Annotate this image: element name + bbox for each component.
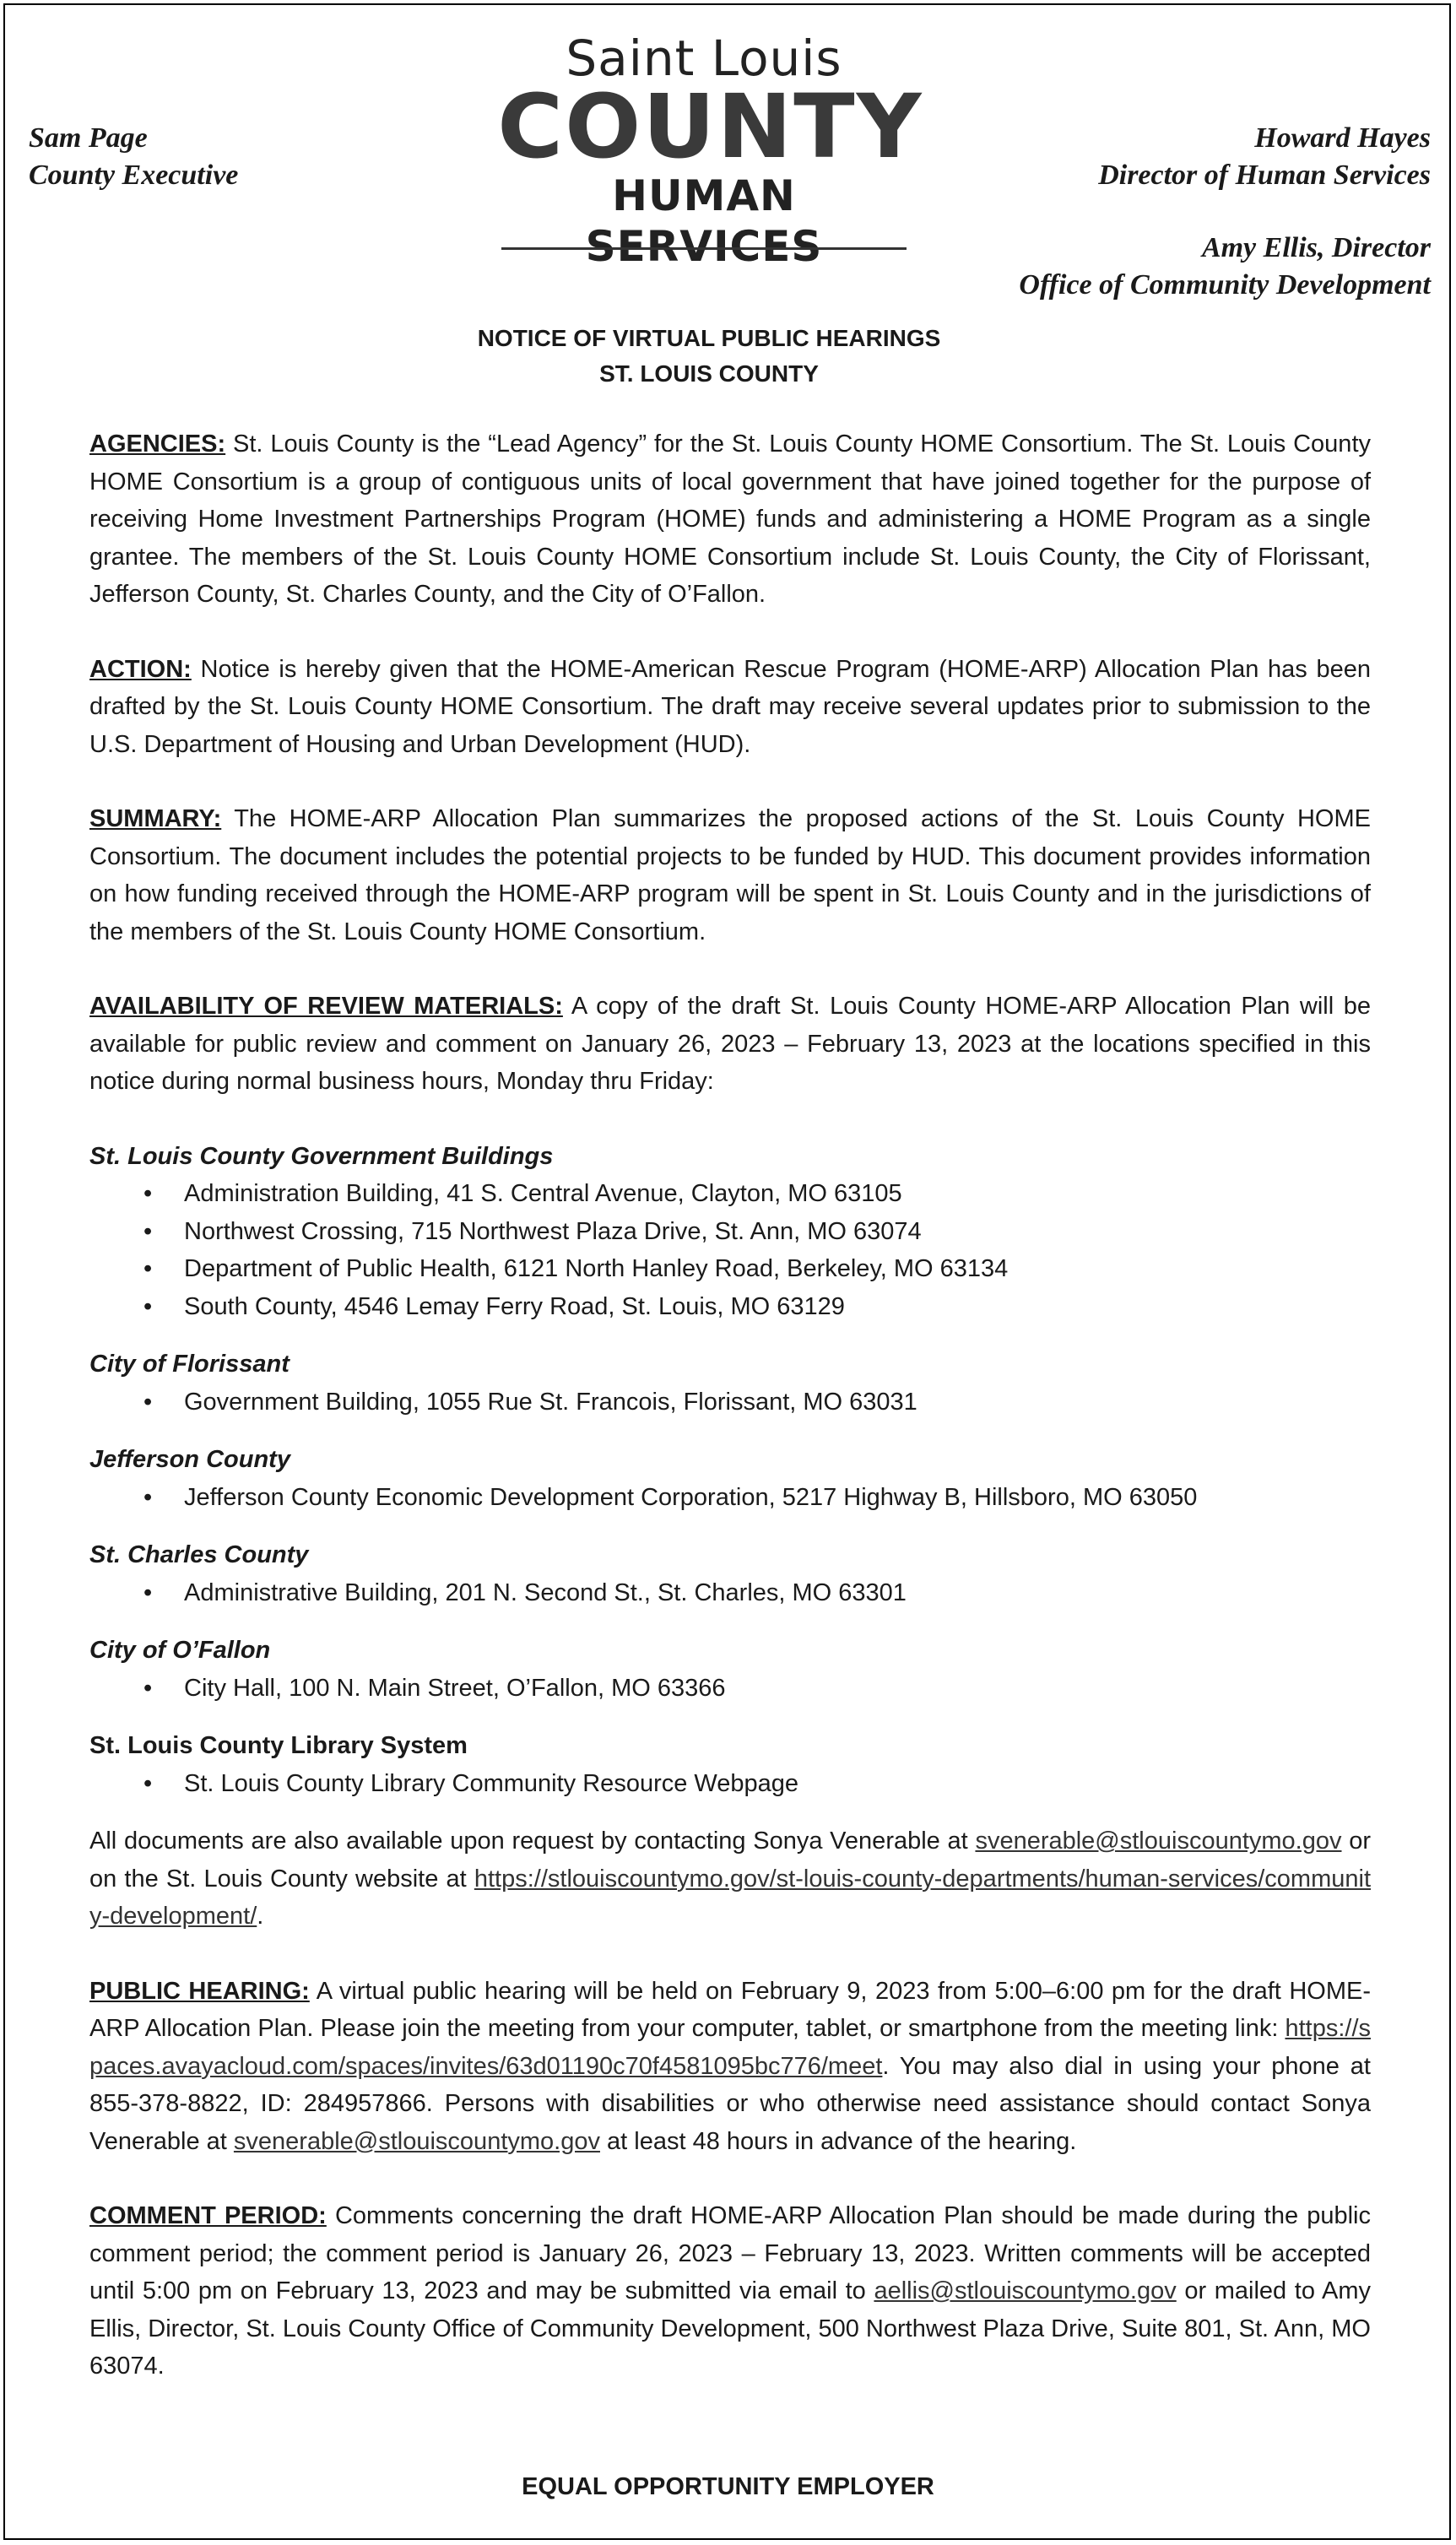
location-list [89, 1175, 1371, 1325]
human-services-director-block [1098, 120, 1431, 194]
notice-title-line1: NOTICE OF VIRTUAL PUBLIC HEARINGS [477, 325, 941, 351]
community-development-director-title: Office of Community Development [1019, 269, 1431, 301]
logo-human-services: HUMAN SERVICES [585, 171, 823, 271]
action-paragraph [89, 651, 1371, 764]
location-list [89, 1765, 1371, 1803]
website-link[interactable]: https://stlouiscountymo.gov/st-louis-county-departments/human-services/community-development/ [89, 1865, 1371, 1930]
public-hearing-label: PUBLIC HEARING: [89, 1977, 310, 2005]
action-text: Notice is hereby given that the HOME-American Rescue Program (HOME-ARP) Allocation Plan has been drafted by the St. Louis County HOME Consortium. The draft may receive several updates prior to submission to the U.S. Department of Housing and Urban Development (HUD). [89, 655, 1371, 758]
documents-note-text: or on the St. Louis County website at [89, 1828, 1372, 1893]
location-item: • St. Louis County Library Community Resource Webpage [89, 1765, 1371, 1803]
community-development-director-name: Amy Ellis, Director [1201, 232, 1431, 263]
agencies-text: St. Louis County is the “Lead Agency” for the St. Louis County HOME Consortium. The St. Louis County HOME Consortium is a group of contiguous units of local government that have joined together for the purpose of receiving Home Investment Partnerships Program (HOME) funds and administering a HOME Program as a single grantee. The members of the St. Louis County HOME Consortium include St. Louis County, the City of Florissant, Jefferson County, St. Charles County, and the City of O’Fallon. [89, 430, 1371, 608]
location-group-heading: City of O’Fallon [89, 1637, 271, 1664]
contact-email-link[interactable]: svenerable@stlouiscountymo.gov [233, 2127, 600, 2155]
availability-label: AVAILABILITY OF REVIEW MATERIALS: [89, 993, 563, 1020]
public-hearing-text: A virtual public hearing will be held on February 9, 2023 from 5:00–6:00 pm for the draft HOME-ARP Allocation Plan. Please join the meeting from your computer, tablet, or smartphone from the meeting link: [89, 1977, 1371, 2042]
human-services-director-name: Howard Hayes [1254, 122, 1431, 154]
comment-period-text: or mailed to Amy Ellis, Director, St. Louis County Office of Community Development, 500 Northwest Plaza Drive, Suite 801, St. Ann, MO 63074. [89, 2277, 1371, 2380]
comment-period-text: Comments concerning the draft HOME-ARP Allocation Plan should be made during the public comment period; the comment period is January 26, 2023 – February 13, 2023. Written comments will be accepted until 5:00 pm on February 13, 2023 and may be submitted via email to [89, 2202, 1372, 2304]
location-group-heading: City of Florissant [89, 1351, 290, 1378]
location-item: • Northwest Crossing, 715 Northwest Plaza Drive, St. Ann, MO 63074 [89, 1213, 1371, 1251]
location-list [89, 1384, 1371, 1421]
availability-paragraph [89, 988, 1371, 1101]
public-hearing-text: at least 48 hours in advance of the hearing. [599, 2127, 1077, 2155]
location-item: • South County, 4546 Lemay Ferry Road, St. Louis, MO 63129 [89, 1288, 1371, 1326]
location-item: • City Hall, 100 N. Main Street, O’Fallon, MO 63366 [89, 1670, 1371, 1708]
documents-note [89, 1822, 1371, 1936]
agencies-label: AGENCIES: [89, 430, 226, 458]
location-group-heading: St. Louis County Government Buildings [89, 1142, 554, 1170]
logo-county: COUNTY [497, 75, 923, 178]
summary-label: SUMMARY: [89, 805, 222, 832]
county-executive-name: Sam Page [29, 122, 148, 154]
documents-note-text: All documents are also available upon request by contacting Sonya Venerable at [89, 1828, 976, 1855]
location-list [89, 1670, 1371, 1708]
summary-text: The HOME-ARP Allocation Plan summarizes the proposed actions of the St. Louis County HOME Consortium. The document includes the potential projects to be funded by HUD. This document provides information on how funding received through the HOME-ARP program will be spent in St. Louis County and in the jurisdictions of the members of the St. Louis County HOME Consortium. [89, 805, 1371, 945]
logo-saint-louis: Saint Louis [566, 30, 842, 87]
county-logo [497, 30, 923, 271]
contact-email-link[interactable]: svenerable@stlouiscountymo.gov [975, 1828, 1342, 1855]
comment-period-label: COMMENT PERIOD: [89, 2202, 327, 2229]
location-item: • Jefferson County Economic Development Corporation, 5217 Highway B, Hillsboro, MO 63050 [89, 1479, 1371, 1517]
location-item: • Administration Building, 41 S. Central Avenue, Clayton, MO 63105 [89, 1175, 1371, 1213]
logo-rule [501, 247, 907, 250]
location-item: • Department of Public Health, 6121 North Hanley Road, Berkeley, MO 63134 [89, 1250, 1371, 1288]
public-hearing-paragraph [89, 1973, 1371, 2161]
location-group-heading: St. Louis County Library System [89, 1732, 468, 1759]
notice-body [89, 425, 1371, 2385]
human-services-director-title: Director of Human Services [1098, 160, 1431, 191]
documents-note-text: . [257, 1903, 264, 1930]
location-item: • Government Building, 1055 Rue St. Francois, Florissant, MO 63031 [89, 1384, 1371, 1421]
public-hearing-text: . You may also dial in using your phone at 855-378-8822, ID: 284957866. Persons with disabilities or who otherwise need assistance should contact Sonya Venerable at [89, 2052, 1371, 2155]
equal-opportunity-footer: EQUAL OPPORTUNITY EMPLOYER [522, 2473, 934, 2500]
location-list [89, 1574, 1371, 1612]
location-item: • Administrative Building, 201 N. Second St., St. Charles, MO 63301 [89, 1574, 1371, 1612]
agencies-paragraph [89, 425, 1371, 614]
notice-title-line2: ST. LOUIS COUNTY [599, 360, 819, 387]
action-label: ACTION: [89, 655, 192, 683]
comment-email-link[interactable]: aellis@stlouiscountymo.gov [874, 2277, 1177, 2304]
location-group-heading: Jefferson County [89, 1446, 290, 1473]
community-development-director-block [1019, 230, 1431, 304]
location-group-heading: St. Charles County [89, 1541, 309, 1568]
comment-period-paragraph [89, 2197, 1371, 2385]
availability-text: A copy of the draft St. Louis County HOME-ARP Allocation Plan will be available for public review and comment on January 26, 2023 – February 13, 2023 at the locations specified in this notice during normal business hours, Monday thru Friday: [89, 993, 1371, 1095]
meeting-link[interactable]: https://spaces.avayacloud.com/spaces/invites/63d01190c70f4581095bc776/meet [89, 2015, 1371, 2080]
county-executive-title: County Executive [29, 160, 239, 191]
notice-title [0, 321, 1418, 392]
summary-paragraph [89, 800, 1371, 950]
location-list [89, 1479, 1371, 1517]
county-executive-block [29, 120, 238, 194]
